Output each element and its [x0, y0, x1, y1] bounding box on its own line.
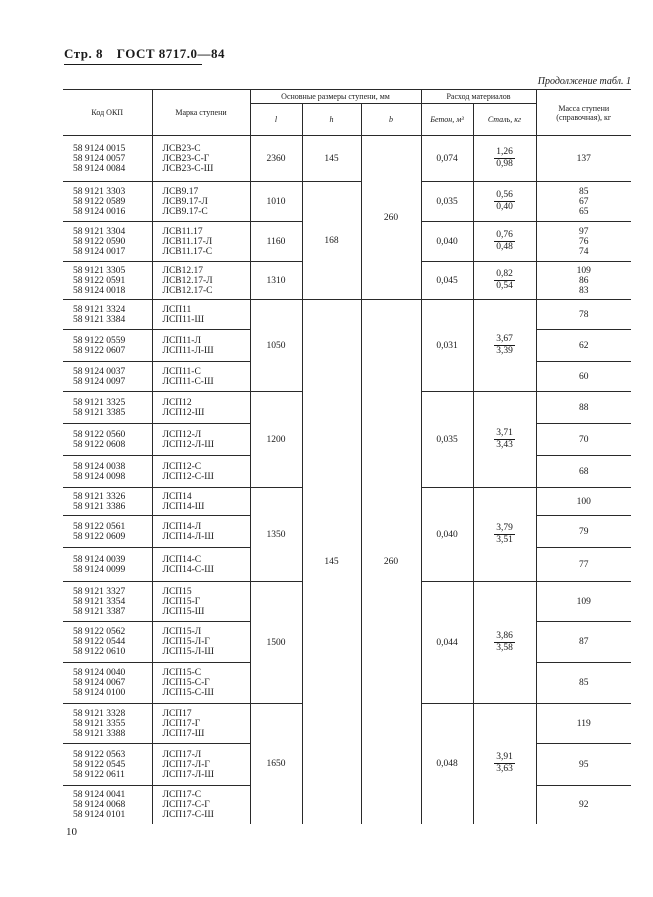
mass-value: 97 76 74 [536, 222, 631, 262]
table-row-marks: ЛСП15-Л ЛСП15-Л-Г ЛСП15-Л-Ш [152, 622, 250, 663]
length-value: 1350 [250, 488, 302, 582]
header-mark: Марка ступени [152, 90, 250, 136]
steel-denominator: 3,43 [496, 440, 513, 450]
page-label: Стр. 8 [64, 46, 103, 61]
steel-numerator: 3,79 [496, 523, 513, 533]
mass-value: 78 [536, 300, 631, 330]
mass-value: 85 67 65 [536, 182, 631, 222]
concrete-value: 0,044 [421, 582, 473, 704]
table-row-marks: ЛСП17-Л ЛСП17-Л-Г ЛСП17-Л-Ш [152, 744, 250, 786]
header-dimensions: Основные размеры ступени, мм [250, 90, 421, 104]
table-row-codes: 58 9121 3325 58 9121 3385 [63, 392, 152, 424]
steel-numerator: 3,67 [496, 334, 513, 344]
table-row-marks: ЛСП11-С ЛСП11-С-Ш [152, 362, 250, 392]
mass-value: 92 [536, 786, 631, 824]
header-steel: Сталь, кг [473, 104, 536, 136]
steel-denominator: 0,40 [496, 202, 513, 212]
mass-value: 60 [536, 362, 631, 392]
page-header [64, 46, 225, 62]
table-row-marks: ЛСВ23-С ЛСВ23-С-Г ЛСВ23-С-Ш [152, 136, 250, 182]
continuation-label: Продолжение табл. 1 [537, 76, 631, 87]
steel-denominator: 3,63 [496, 764, 513, 775]
steel-fraction [473, 222, 536, 262]
table-row-codes: 58 9122 0562 58 9122 0544 58 9122 0610 [63, 622, 152, 663]
header-b: b [361, 104, 421, 136]
steel-denominator: 3,51 [496, 535, 513, 545]
mass-value: 109 [536, 582, 631, 622]
table-row-codes: 58 9122 0560 58 9122 0608 [63, 424, 152, 456]
specification-table [63, 89, 631, 824]
mass-value: 62 [536, 330, 631, 362]
table-row-marks: ЛСВ12.17 ЛСВ12.17-Л ЛСВ12.17-С [152, 262, 250, 300]
table-row-marks: ЛСП15 ЛСП15-Г ЛСП15-Ш [152, 582, 250, 622]
length-value: 1500 [250, 582, 302, 704]
length-value: 1650 [250, 704, 302, 824]
table-row-codes: 58 9121 3324 58 9121 3384 [63, 300, 152, 330]
concrete-value: 0,040 [421, 222, 473, 262]
table-row-marks: ЛСП15-С ЛСП15-С-Г ЛСП15-С-Ш [152, 663, 250, 704]
steel-fraction [473, 136, 536, 182]
steel-numerator: 0,76 [496, 230, 513, 240]
concrete-value: 0,074 [421, 136, 473, 182]
table-row-codes: 58 9121 3304 58 9122 0590 58 9124 0017 [63, 222, 152, 262]
header-l: l [250, 104, 302, 136]
mass-value: 100 [536, 488, 631, 516]
table-row-marks: ЛСП17 ЛСП17-Г ЛСП17-Ш [152, 704, 250, 744]
steel-denominator: 0,54 [496, 281, 513, 291]
table-row-marks: ЛСП14-Л ЛСП14-Л-Ш [152, 516, 250, 548]
mass-value: 95 [536, 744, 631, 786]
mass-value: 85 [536, 663, 631, 704]
mass-value: 70 [536, 424, 631, 456]
steel-denominator: 3,58 [496, 643, 513, 653]
steel-numerator: 3,86 [496, 631, 513, 641]
table-row-marks: ЛСВ9.17 ЛСВ9.17-Л ЛСВ9.17-С [152, 182, 250, 222]
mass-value: 87 [536, 622, 631, 663]
table-row-marks: ЛСП11-Л ЛСП11-Л-Ш [152, 330, 250, 362]
steel-numerator: 0,82 [496, 269, 513, 279]
concrete-value: 0,035 [421, 392, 473, 488]
header-h: h [302, 104, 361, 136]
length-value: 1160 [250, 222, 302, 262]
length-value: 1010 [250, 182, 302, 222]
table-row-codes: 58 9121 3303 58 9122 0589 58 9124 0016 [63, 182, 152, 222]
steel-numerator: 3,71 [496, 428, 513, 438]
concrete-value: 0,048 [421, 704, 473, 824]
steel-numerator: 0,56 [496, 190, 513, 200]
length-value: 1200 [250, 392, 302, 488]
table-row-marks: ЛСВ11.17 ЛСВ11.17-Л ЛСВ11.17-С [152, 222, 250, 262]
steel-fraction [473, 182, 536, 222]
table-row-codes: 58 9122 0561 58 9122 0609 [63, 516, 152, 548]
mass-value: 79 [536, 516, 631, 548]
steel-fraction [473, 582, 536, 704]
width-value: 260 [361, 300, 421, 824]
mass-value: 137 [536, 136, 631, 182]
table-row-marks: ЛСП14 ЛСП14-Ш [152, 488, 250, 516]
table-row-codes: 58 9124 0037 58 9124 0097 [63, 362, 152, 392]
table-row-codes: 58 9121 3328 58 9121 3355 58 9121 3388 [63, 704, 152, 744]
table-row-codes: 58 9121 3326 58 9121 3386 [63, 488, 152, 516]
steel-numerator: 1,26 [496, 147, 513, 157]
length-value: 2360 [250, 136, 302, 182]
concrete-value: 0,035 [421, 182, 473, 222]
standard-number: ГОСТ 8717.0—84 [116, 46, 226, 61]
length-value: 1050 [250, 300, 302, 392]
concrete-value: 0,045 [421, 262, 473, 300]
steel-fraction [473, 262, 536, 300]
header-mass: Масса ступени (справочная), кг [536, 90, 631, 136]
steel-denominator: 0,48 [496, 242, 513, 252]
height-value: 145 [302, 300, 361, 824]
table-row-marks: ЛСП11 ЛСП11-Ш [152, 300, 250, 330]
height-value: 145 [302, 136, 361, 182]
table-row-codes: 58 9122 0563 58 9122 0545 58 9122 0611 [63, 744, 152, 786]
table-row-marks: ЛСП12-С ЛСП12-С-Ш [152, 456, 250, 488]
steel-denominator: 0,98 [496, 159, 513, 169]
table-row-codes: 58 9124 0041 58 9124 0068 58 9124 0101 [73, 789, 126, 820]
steel-numerator: 3,91 [496, 752, 513, 763]
mass-value: 109 86 83 [536, 262, 631, 300]
table-row-codes: 58 9122 0559 58 9122 0607 [63, 330, 152, 362]
table-row-codes: 58 9124 0015 58 9124 0057 58 9124 0084 [63, 136, 152, 182]
mass-value: 88 [536, 392, 631, 424]
table-row-marks: ЛСП12-Л ЛСП12-Л-Ш [152, 424, 250, 456]
length-value: 1310 [250, 262, 302, 300]
table-row-codes: 58 9121 3327 58 9121 3354 58 9121 3387 [63, 582, 152, 622]
steel-denominator: 3,39 [496, 346, 513, 356]
mass-value: 77 [536, 548, 631, 582]
table-row-marks: ЛСП17-С ЛСП17-С-Г ЛСП17-С-Ш [152, 786, 250, 824]
header-code: Код ОКП [63, 90, 152, 136]
table-row-marks: ЛСП12 ЛСП12-Ш [152, 392, 250, 424]
table-row-codes: 58 9124 0039 58 9124 0099 [63, 548, 152, 582]
table-row-codes: 58 9121 3305 58 9122 0591 58 9124 0018 [63, 262, 152, 300]
header-materials: Расход материалов [421, 90, 536, 104]
table-row-marks: ЛСП14-С ЛСП14-С-Ш [152, 548, 250, 582]
header-rule [64, 64, 202, 65]
concrete-value: 0,031 [421, 300, 473, 392]
width-value: 260 [361, 136, 421, 300]
steel-fraction [473, 704, 536, 824]
concrete-value: 0,040 [421, 488, 473, 582]
table-row-codes: 58 9124 0038 58 9124 0098 [63, 456, 152, 488]
table-row-codes: 58 9124 0040 58 9124 0067 58 9124 0100 [63, 663, 152, 704]
steel-fraction [473, 488, 536, 582]
mass-value: 68 [536, 456, 631, 488]
steel-fraction [473, 392, 536, 488]
page-number: 10 [66, 826, 77, 838]
header-concrete: Бетон, м³ [421, 104, 473, 136]
mass-value: 119 [536, 704, 631, 744]
height-value: 168 [302, 182, 361, 300]
steel-fraction [473, 300, 536, 392]
